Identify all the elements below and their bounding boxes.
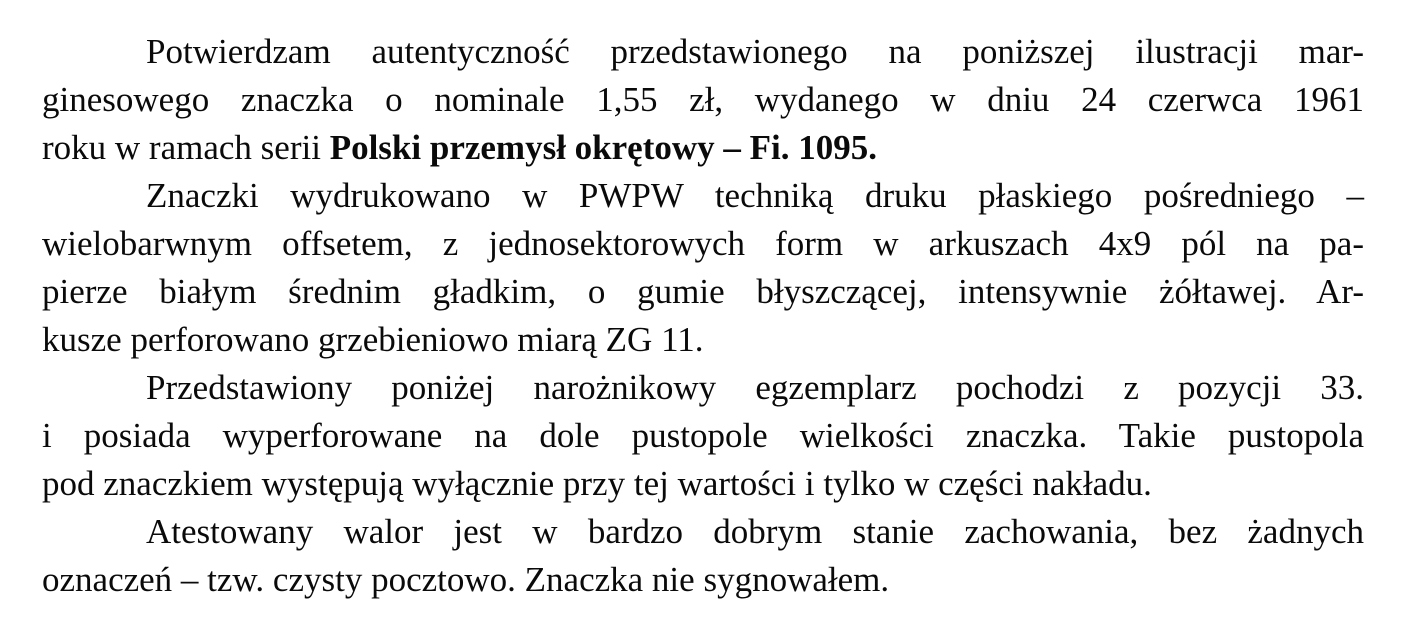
text-line: Przedstawiony poniżej narożnikowy egzemplarz pochodzi z pozycji 33.	[146, 368, 1364, 407]
series-intro: roku w ramach serii	[42, 128, 330, 167]
paragraph-specimen	[42, 364, 1364, 508]
text-line: Atestowany walor jest w bardzo dobrym stanie zachowania, bez żadnych	[146, 512, 1364, 551]
paragraph-condition	[42, 508, 1364, 604]
certificate-text	[42, 28, 1364, 604]
text-line: wielobarwnym offsetem, z jednosektorowych form w arkuszach 4x9 pól na pa-	[42, 224, 1364, 263]
text-line: pierze białym średnim gładkim, o gumie błyszczącej, intensywnie żółtawej. Ar-	[42, 272, 1364, 311]
text-line: Znaczki wydrukowano w PWPW techniką druku płaskiego pośredniego –	[146, 176, 1364, 215]
text-line: ginesowego znaczka o nominale 1,55 zł, wydanego w dniu 24 czerwca 1961	[42, 80, 1364, 119]
text-line: kusze perforowano grzebieniowo miarą ZG 11.	[42, 320, 704, 359]
text-line: Potwierdzam autentyczność przedstawionego na poniższej ilustracji mar-	[146, 32, 1364, 71]
text-line: pod znaczkiem występują wyłącznie przy tej wartości i tylko w części nakładu.	[42, 464, 1152, 503]
paragraph-authenticity	[42, 28, 1364, 172]
text-line: i posiada wyperforowane na dole pustopole wielkości znaczka. Takie pustopola	[42, 416, 1364, 455]
text-line: oznaczeń – tzw. czysty pocztowo. Znaczka nie sygnowałem.	[42, 560, 890, 599]
series-name: Polski przemysł okrętowy – Fi. 1095.	[329, 128, 877, 167]
paragraph-printing	[42, 172, 1364, 364]
text-line	[42, 124, 1364, 172]
